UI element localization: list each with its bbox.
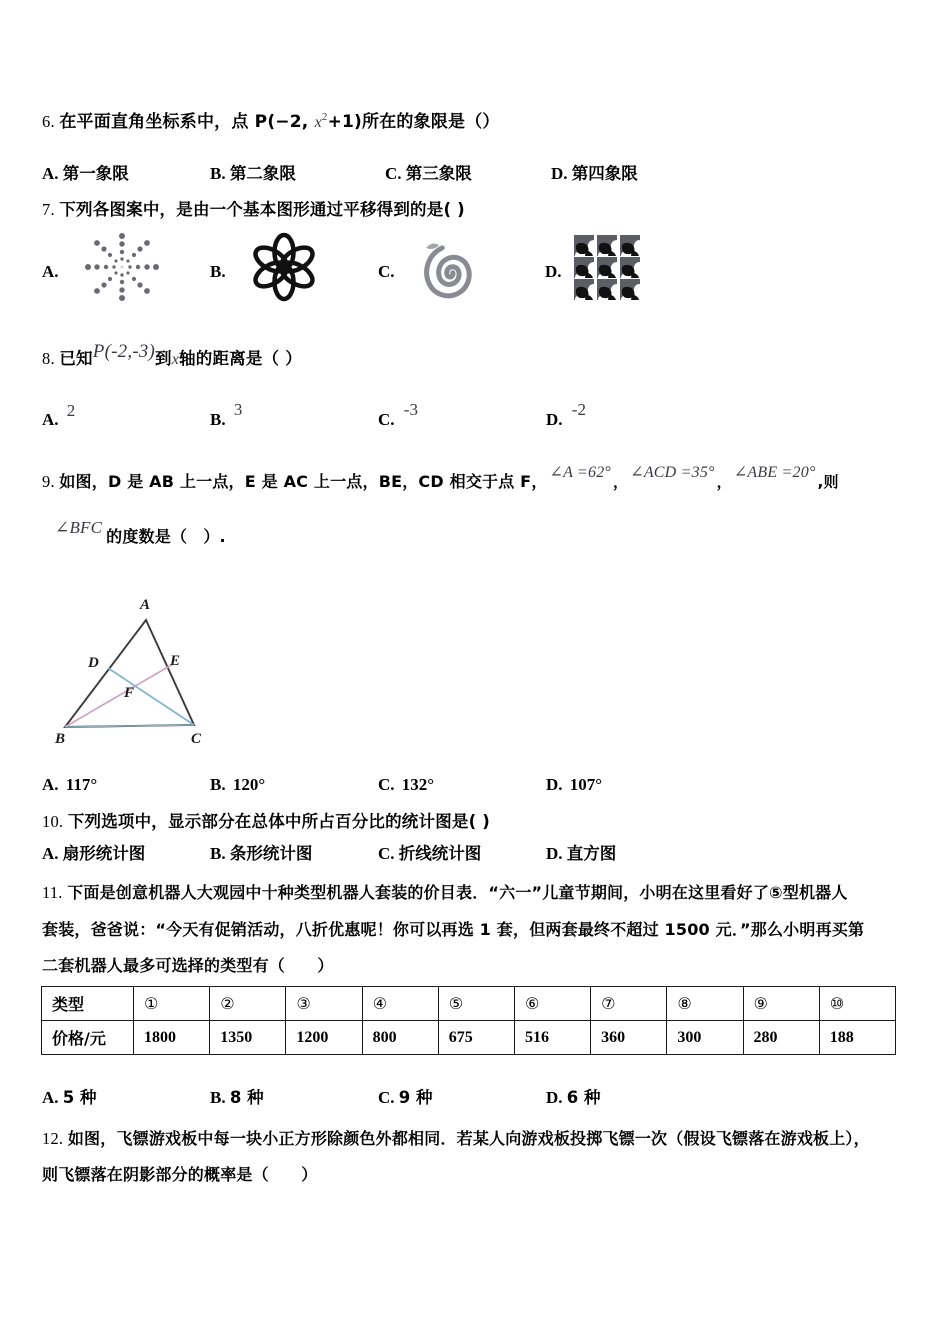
question-7-option-b[interactable]	[210, 262, 226, 282]
option-label: D.	[546, 844, 563, 863]
table-cell: 300	[667, 1021, 743, 1055]
question-8-stem-mid: 到	[155, 349, 172, 368]
table-cell: ⑨	[743, 987, 819, 1021]
question-11-stem-text-1: 下面是创意机器人大观园中十种类型机器人套装的价目表．“六一”儿童节期间，小明在这里看好了⑤型机器人	[67, 883, 848, 902]
option-label: B.	[210, 775, 226, 794]
question-9-stem-tail: 的度数是（ ）.	[106, 527, 226, 546]
question-6-option-b[interactable]	[210, 160, 296, 184]
option-label: A.	[42, 164, 59, 183]
option-label: B.	[210, 262, 226, 281]
table-cell: 360	[591, 1021, 667, 1055]
question-12-stem-line-2	[42, 1163, 317, 1187]
option-label: B.	[210, 410, 226, 429]
question-11-stem-line-2	[42, 918, 864, 942]
option-text: 107°	[569, 775, 603, 794]
option-label: C.	[378, 262, 395, 281]
question-11-stem-line-3	[42, 954, 334, 978]
question-9-stem-line-2	[55, 518, 226, 549]
point-label-d: D	[88, 655, 99, 671]
option-text: 条形统计图	[229, 844, 313, 863]
row-header-type: 类型	[42, 987, 134, 1021]
option-label: B.	[210, 164, 226, 183]
table-cell: ②	[210, 987, 286, 1021]
table-cell: ⑩	[819, 987, 895, 1021]
question-8-option-a[interactable]	[42, 401, 76, 430]
option-label: A.	[42, 410, 59, 429]
table-cell: 188	[819, 1021, 895, 1055]
table-cell: 675	[438, 1021, 514, 1055]
table-cell: 800	[362, 1021, 438, 1055]
robot-price-table	[41, 986, 896, 1055]
table-cell: 1800	[134, 1021, 210, 1055]
question-11-stem-text-2: 套装，爸爸说：“今天有促销活动，八折优惠呢！你可以再选 1 套，但两套最终不超过 1500 元．”那么小明再买第	[42, 920, 865, 939]
spiral-figure	[408, 232, 498, 304]
option-text: 折线统计图	[398, 844, 482, 863]
option-label: A.	[42, 262, 59, 281]
question-6-option-d[interactable]	[551, 160, 638, 184]
option-label: C.	[378, 844, 395, 863]
question-9-option-b[interactable]	[210, 775, 265, 795]
tessellation-grid-figure	[573, 234, 641, 300]
table-cell: ⑤	[438, 987, 514, 1021]
vertex-label-a: A	[140, 597, 151, 613]
question-12-number: 12.	[42, 1129, 64, 1148]
question-8-axis-symbol: x	[171, 351, 180, 368]
option-label: C.	[378, 410, 395, 429]
given-sep-1: ，	[613, 473, 629, 491]
question-6-math-base: x	[314, 114, 322, 131]
point-label-f: F	[124, 685, 135, 701]
option-label: A.	[42, 1088, 59, 1107]
question-8-point-expr: P(-2,-3)	[92, 341, 156, 362]
table-cell: ③	[286, 987, 362, 1021]
option-text: 第二象限	[229, 164, 296, 183]
six-petal-flower-figure	[240, 232, 328, 302]
option-text: 第四象限	[571, 164, 638, 183]
question-9-option-a[interactable]	[42, 775, 97, 795]
option-label: A.	[42, 844, 59, 863]
question-11-option-a[interactable]	[42, 1084, 97, 1108]
question-8-stem	[42, 341, 302, 372]
option-text: 120°	[232, 775, 266, 794]
question-7-stem	[42, 198, 465, 222]
question-11-stem-text-3: 二套机器人最多可选择的类型有（ ）	[42, 956, 334, 975]
option-text: 117°	[65, 775, 98, 794]
question-8-stem-after: 轴的距离是（ ）	[179, 349, 302, 368]
table-cell: 280	[743, 1021, 819, 1055]
option-text: 2	[66, 401, 76, 420]
question-8-number: 8.	[42, 349, 55, 368]
given-angle-abe: ∠ABE =20°	[733, 464, 816, 481]
question-9-option-d[interactable]	[546, 775, 602, 795]
option-label: C.	[385, 164, 402, 183]
option-label: B.	[210, 844, 226, 863]
question-12-stem-text-2: 则飞镖落在阴影部分的概率是（ ）	[42, 1165, 318, 1184]
table-cell: 516	[514, 1021, 590, 1055]
question-11-option-b[interactable]	[210, 1084, 264, 1108]
question-6-math-exponent: 2	[321, 111, 328, 124]
table-cell: ④	[362, 987, 438, 1021]
table-cell: ①	[134, 987, 210, 1021]
option-label: B.	[210, 1088, 226, 1107]
question-7-stem-text: 下列各图案中，是由一个基本图形通过平移得到的是( )	[59, 200, 465, 219]
question-6-stem-after: +1)所在的象限是（）	[327, 112, 500, 132]
table-cell: ⑥	[514, 987, 590, 1021]
question-11-stem-line-1	[42, 881, 848, 905]
option-text: -2	[571, 400, 586, 419]
table-row-type	[42, 987, 896, 1021]
table-cell: 1200	[286, 1021, 362, 1055]
question-7-option-d[interactable]	[545, 262, 562, 282]
radial-dot-burst-figure	[70, 232, 174, 302]
question-11-number: 11.	[42, 883, 63, 902]
question-10-number: 10.	[42, 812, 64, 831]
option-label: D.	[545, 262, 562, 281]
question-10-option-d[interactable]	[546, 840, 616, 864]
question-8-option-b[interactable]	[210, 400, 243, 430]
question-8-stem-before: 已知	[59, 349, 93, 368]
option-text: 9 种	[398, 1088, 433, 1107]
option-text: 3	[233, 400, 243, 419]
given-angle-acd: ∠ACD =35°	[630, 464, 715, 481]
given-sep-3: ,则	[817, 473, 839, 491]
question-6-number: 6.	[42, 112, 55, 131]
triangle-abc-with-cevians	[48, 585, 348, 760]
option-text: 第一象限	[62, 164, 129, 183]
table-cell: ⑧	[667, 987, 743, 1021]
question-7-number: 7.	[42, 200, 55, 219]
option-text: -3	[403, 400, 418, 419]
row-header-price: 价格/元	[42, 1021, 134, 1055]
given-angle-a: ∠A =62°	[549, 464, 612, 481]
option-text: 6 种	[566, 1088, 601, 1107]
option-text: 直方图	[566, 844, 617, 863]
option-text: 扇形统计图	[62, 844, 146, 863]
question-6-stem	[42, 110, 500, 134]
option-label: D.	[551, 164, 568, 183]
option-label: C.	[378, 1088, 395, 1107]
question-9-stem-line-1	[42, 464, 839, 494]
option-label: D.	[546, 1088, 563, 1107]
option-label: D.	[546, 775, 563, 794]
question-6-option-c[interactable]	[385, 160, 472, 184]
option-label: C.	[378, 775, 395, 794]
option-text: 132°	[401, 775, 435, 794]
option-label: A.	[42, 775, 59, 794]
vertex-label-c: C	[191, 731, 202, 747]
question-12-stem-line-1	[42, 1127, 870, 1151]
question-9-number: 9.	[42, 472, 55, 491]
question-10-stem	[42, 810, 490, 834]
question-10-option-a[interactable]	[42, 840, 145, 864]
table-cell: 1350	[210, 1021, 286, 1055]
question-12-stem-text-1: 如图，飞镖游戏板中每一块小正方形除颜色外都相同．若某人向游戏板投掷飞镖一次（假设飞镖落在游戏板上），	[67, 1129, 870, 1148]
target-angle-bfc: ∠BFC	[55, 518, 103, 537]
table-cell: ⑦	[591, 987, 667, 1021]
given-sep-2: ，	[716, 473, 732, 491]
question-9-option-c[interactable]	[378, 775, 434, 795]
question-6-stem-before: 在平面直角坐标系中，点 P(−2,	[59, 112, 315, 132]
table-row-price	[42, 1021, 896, 1055]
question-6-option-a[interactable]	[42, 160, 129, 184]
question-8-option-d[interactable]	[546, 400, 586, 430]
option-text: 5 种	[62, 1088, 97, 1107]
question-7-option-a[interactable]	[42, 262, 59, 282]
question-11-option-d[interactable]	[546, 1084, 601, 1108]
question-7-option-c[interactable]	[378, 262, 395, 282]
point-label-e: E	[170, 653, 181, 669]
question-8-option-c[interactable]	[378, 400, 418, 430]
option-text: 8 种	[229, 1088, 264, 1107]
question-9-stem-text: 如图，D 是 AB 上一点，E 是 AC 上一点，BE，CD 相交于点 F，	[59, 472, 548, 491]
option-label: D.	[546, 410, 563, 429]
question-11-option-c[interactable]	[378, 1084, 433, 1108]
option-text: 第三象限	[405, 164, 472, 183]
question-10-stem-text: 下列选项中，显示部分在总体中所占百分比的统计图是( )	[67, 812, 491, 831]
question-10-option-c[interactable]	[378, 840, 481, 864]
vertex-label-b: B	[55, 731, 66, 747]
question-10-option-b[interactable]	[210, 840, 312, 864]
